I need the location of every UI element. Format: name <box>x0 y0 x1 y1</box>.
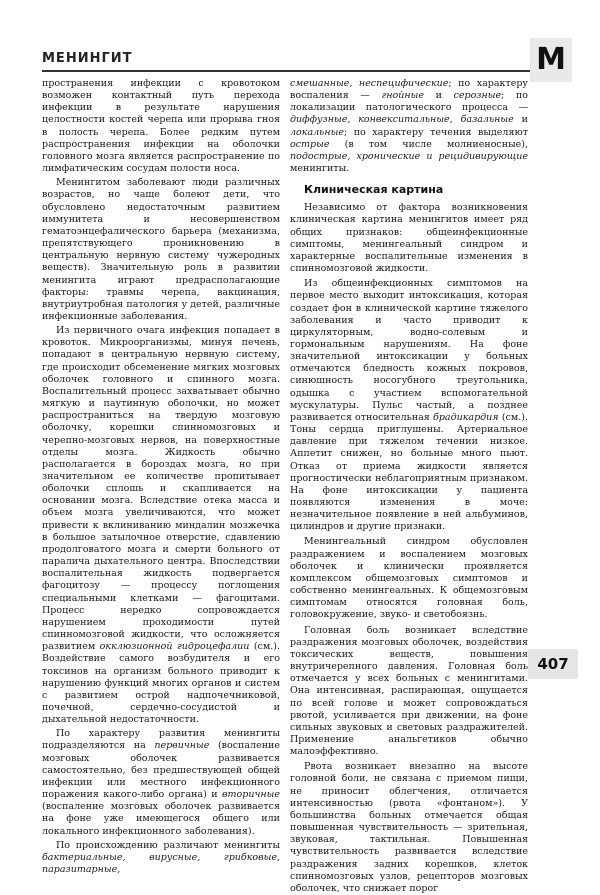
paragraph-classification-development <box>42 728 280 837</box>
paragraph-text: Менингеальный синдром обусловлен раздражением и воспалением мозговых оболочек и клинически проявляется комплексом общемозговых симптомов и собственно менингеальных. К общемозговым симптомам относятся головная боль, головокружение, звуко- и светобоязнь. <box>290 536 528 621</box>
paragraph-text: и <box>423 90 454 102</box>
term-italic: подострые, хронические и рецидивирующие <box>290 150 528 162</box>
term-italic: диффузные, конвекситальные, базальные <box>290 114 514 126</box>
term-italic: брадикардия <box>433 411 499 423</box>
paragraph-text: Менингитом заболевают люди различных возрастов, но чаще болеют дети, что обусловлено недостаточным развитием иммунитета и несовершенством гематоэнцефалического барьера (механизма, препятствующего проникновению в центральную нервную систему чужеродных веществ). Значительную роль в развитии менингита играют предрасполагающие факторы: травмы черепа, вакцинация, внутриутробная патология у детей, различные инфекционные заболевания. <box>42 177 280 322</box>
term-italic: вторичные <box>222 789 280 801</box>
paragraph-text: Рвота возникает внезапно на высоте головной боли, не связана с приемом пищи, не приносит облегчения, отличается интенсивностью (рвота «фонтаном»). У большинства больных отмечается общая повышенная чувствительность — зрительная, звуковая, тактильная. Повышенная чувствительность развивается вследствие раздражения задних корешков, клеток спинномозговых узлов, рецепторов мозговых оболочек, что снижает порог <box>290 761 528 894</box>
term-italic: смешанные, неспецифические <box>290 78 449 89</box>
page-number: 407 <box>528 649 578 679</box>
paragraph-text: ; по локализации патологического процесса — <box>290 90 528 114</box>
paragraph-text: (воспаление мозговых оболочек развивается на фоне уже имеющегося общего или локального инфекционного заболевания). <box>42 801 280 837</box>
term-italic: первичные <box>154 740 210 752</box>
paragraph-text: Головная боль возникает вследствие раздражения мозговых оболочек, воздействия токсических веществ, повышения внутричерепного давления. Головная боль отмечается у всех больных с менингитами. Она интенсивная, распирающая, ощущается по всей голове и может сопровождаться рвотой, усиливается при движении, на фоне сильных звуковых и световых раздражителей. Применение анальгетиков обычно малоэффективно. <box>290 624 528 758</box>
paragraph-infection-spread <box>42 78 280 175</box>
paragraph-pathogenesis <box>42 325 280 726</box>
paragraph-text: ; по характеру течения выделяют <box>343 126 528 138</box>
term-italic: острые <box>290 138 330 150</box>
header-rule <box>42 70 530 72</box>
paragraph-text: Из первичного очага инфекция попадает в кровоток. Микроорганизмы, минуя печень, попадают в центральную нервную систему, где происходит обсеменение мягких мозговых оболочек головного и спинного мозга. Воспалительный процесс захватывает обычно мягкую и паутинную оболочки, но может распространиться на твердую мозговую оболочку, корешки спинномозговых и черепно-мозговых нервов, на поверхностные отделы мозга. Жидкость обычно располагается в бороздах мозга, но при значительном ее количестве пропитывает оболочки сплошь и скапливается на основании мозга. Вследствие отека масса и объем мозга увеличиваются, что может привести к вклиниванию миндалин мозжечка в большое затылочное отверстие, сдавлению продолговатого мозга и смерти больного от паралича дыхательного центра. Впоследствии воспалительная жидкость подвергается фагоцитозу — процессу поглощения специальными клетками — фагоцитами. Процесс нередко сопровождается нарушением проходимости путей спинномозговой жидкости, что осложняется развитием <box>42 325 280 653</box>
paragraph-text: Из общеинфекционных симптомов на первое место выходит интоксикация, которая создает фон в клинической картине тяжелого заболевания и часто приводит к циркуляторным, водно-солевым и гормональным нарушениям. На фоне значительной интоксикации у больных отмечаются бледность кожных покровов, синюшность носогубного треугольника, одышка с участием вспомогательной мускулатуры. Пульс частый, а позднее развивается относительная <box>290 278 528 423</box>
paragraph-text: (в том числе молниеносные), <box>329 138 528 150</box>
paragraph-classification-continued <box>290 78 528 175</box>
running-header-title: МЕНИНГИТ <box>42 51 133 66</box>
paragraph-text: (воспаление мозговых оболочек развивается самостоятельно, без предшествующей общей инфекции или местного инфекционного поражения какого-либо органа) и <box>42 740 280 801</box>
paragraph-risk-groups <box>42 177 280 323</box>
term-italic: серозные <box>453 90 502 102</box>
term-italic: окклюзионной гидроцефалии <box>99 641 250 653</box>
paragraph-text: ; по характеру воспаления — <box>290 78 528 102</box>
section-heading-clinical-picture: Клиническая картина <box>304 183 444 197</box>
term-italic: гнойные <box>381 90 424 102</box>
left-column <box>42 78 280 875</box>
paragraph-text: и <box>513 114 528 126</box>
paragraph-text: . Воздействие самого возбудителя и его токсинов на организм больного приводит к нарушению функций многих органов и систем с развитием острой надпочечниковой, почечной, сердечно-сосудистой и дыхательной недостаточности. <box>42 641 280 726</box>
term-italic: локальные <box>290 126 344 138</box>
paragraph-text: Независимо от фактора возникновения клиническая картина менингитов имеет ряд общих признаков: общеинфекционные симптомы, менингеальный синдром и характерные воспалительные изменения в спинномозговой жидкости. <box>290 202 528 275</box>
paragraph-text: пространения инфекции с кровотоком возможен контактный путь перехода инфекции в результате нарушения целостности костей черепа или прорыва гноя в полость черепа. Более редким путем распространения инфекции на оболочки головного мозга является распространение по лимфатическим сосудам полости носа. <box>42 78 280 175</box>
paragraph-vomiting <box>290 761 528 895</box>
cross-reference: (см.) <box>498 411 525 423</box>
paragraph-text: менингиты. <box>290 163 350 175</box>
cross-reference: (см.) <box>249 641 277 653</box>
paragraph-text: По характеру развития менингиты подразделяются на <box>42 728 280 752</box>
paragraph-classification-origin <box>42 840 280 876</box>
paragraph-general-signs <box>290 202 528 275</box>
right-column <box>290 78 528 894</box>
paragraph-meningeal-syndrome <box>290 536 528 621</box>
term-italic: бактериальные, вирусные, грибковые, паразитарные, <box>42 851 280 875</box>
paragraph-headache <box>290 625 528 759</box>
alphabet-tab-letter: М <box>530 38 572 82</box>
paragraph-text: По происхождению различают менингиты <box>56 839 280 851</box>
paragraph-intoxication <box>290 278 528 533</box>
paragraph-text: . Тоны сердца приглушены. Артериальное давление при тяжелом течении низкое. Аппетит снижен, но больные много пьют. Отказ от приема жидкости является прогностически неблагоприятным признаком. На фоне интоксикации у пациента появляются изменения в моче: незначительное появление в ней альбуминов, цилиндров и другие признаки. <box>290 411 528 533</box>
